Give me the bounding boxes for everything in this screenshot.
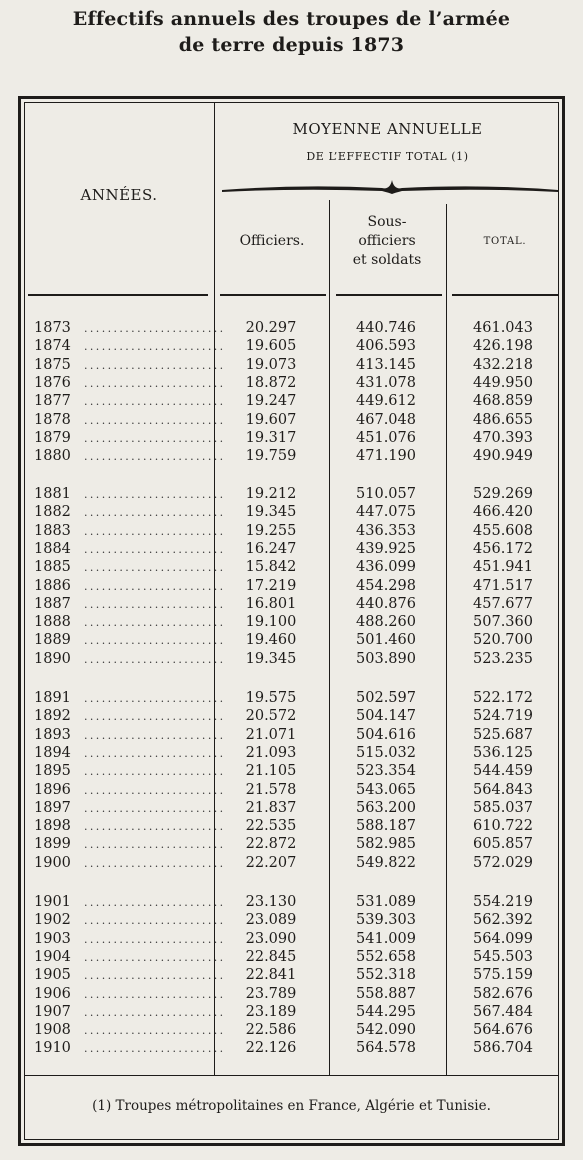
sous-officiers-cell: 503.890 <box>356 650 416 667</box>
officiers-cell: 19.345 <box>245 504 297 521</box>
year-cell: 1884 <box>34 540 71 557</box>
year-cell: 1898 <box>34 818 71 835</box>
total-cell: 605.857 <box>473 836 533 853</box>
sous-officiers-cell: 406.593 <box>356 338 416 355</box>
year-cell: 1889 <box>34 632 71 649</box>
table-row <box>0 689 583 708</box>
total-cell: 461.043 <box>473 320 533 336</box>
sous-officiers-cell: 542.090 <box>356 1022 416 1039</box>
total-cell: 586.704 <box>473 1040 533 1057</box>
leader-dots: ........................ <box>84 395 226 409</box>
officiers-cell: 23.090 <box>245 930 297 947</box>
officiers-cell: 19.759 <box>245 448 297 465</box>
year-cell: 1896 <box>34 781 71 798</box>
table-row <box>0 966 583 985</box>
year-cell: 1900 <box>34 854 71 871</box>
total-cell: 525.687 <box>473 726 533 743</box>
sous-officiers-cell: 552.658 <box>356 948 416 965</box>
officiers-cell: 20.297 <box>245 320 297 336</box>
header-sous-line-2: officiers <box>358 233 416 249</box>
total-cell: 564.676 <box>473 1022 533 1039</box>
year-cell: 1874 <box>34 338 71 355</box>
total-cell: 520.700 <box>473 632 533 649</box>
table-row <box>0 799 583 818</box>
sous-officiers-cell: 582.985 <box>356 836 416 853</box>
officiers-cell: 22.207 <box>245 854 297 871</box>
year-cell: 1880 <box>34 448 71 465</box>
officiers-cell: 19.605 <box>245 338 297 355</box>
page-title <box>0 6 583 58</box>
total-cell: 575.159 <box>473 967 533 984</box>
sous-officiers-cell: 543.065 <box>356 781 416 798</box>
total-cell: 562.392 <box>473 912 533 929</box>
sous-officiers-cell: 558.887 <box>356 985 416 1002</box>
sous-officiers-cell: 436.099 <box>356 559 416 576</box>
table-row <box>0 817 583 836</box>
leader-dots: ........................ <box>84 932 226 946</box>
year-cell: 1876 <box>34 374 71 391</box>
officiers-cell: 19.212 <box>245 486 297 502</box>
leader-dots: ........................ <box>84 765 226 779</box>
header-rule-officiers <box>220 294 326 296</box>
table-row <box>0 374 583 393</box>
officiers-cell: 22.841 <box>245 967 297 984</box>
year-cell: 1895 <box>34 763 71 780</box>
total-cell: 545.503 <box>473 948 533 965</box>
total-cell: 466.420 <box>473 504 533 521</box>
header-de-effectif: DE L’EFFECTIF TOTAL (1) <box>306 150 469 163</box>
officiers-cell: 16.247 <box>245 540 297 557</box>
leader-dots: ........................ <box>84 801 226 815</box>
total-cell: 456.172 <box>473 540 533 557</box>
header-rule-years <box>28 294 208 296</box>
year-cell: 1905 <box>34 967 71 984</box>
officiers-cell: 22.872 <box>245 836 297 853</box>
sous-officiers-cell: 447.075 <box>356 504 416 521</box>
sous-officiers-cell: 451.076 <box>356 429 416 446</box>
leader-dots: ........................ <box>84 856 226 870</box>
leader-dots: ........................ <box>84 431 226 445</box>
table-row <box>0 522 583 541</box>
header-sous-line-1: Sous- <box>367 214 407 230</box>
leader-dots: ........................ <box>84 542 226 556</box>
footnote: (1) Troupes métropolitaines en France, Algérie et Tunisie. <box>92 1098 491 1114</box>
year-cell: 1892 <box>34 708 71 725</box>
total-cell: 507.360 <box>473 614 533 631</box>
total-cell: 426.198 <box>473 338 533 355</box>
year-cell: 1875 <box>34 356 71 373</box>
header-rule-sous <box>336 294 442 296</box>
leader-dots: ........................ <box>84 322 226 335</box>
sous-officiers-cell: 440.746 <box>356 320 416 336</box>
sous-officiers-cell: 449.612 <box>356 393 416 410</box>
total-cell: 490.949 <box>473 448 533 465</box>
officiers-cell: 19.255 <box>245 522 297 539</box>
total-cell: 536.125 <box>473 744 533 761</box>
table-row <box>0 319 583 338</box>
table-row <box>0 707 583 726</box>
total-cell: 486.655 <box>473 411 533 428</box>
officiers-cell: 19.460 <box>245 632 297 649</box>
sous-officiers-cell: 563.200 <box>356 799 416 816</box>
leader-dots: ........................ <box>84 340 226 354</box>
table-row <box>0 781 583 800</box>
total-cell: 585.037 <box>473 799 533 816</box>
leader-dots: ........................ <box>84 376 226 390</box>
table-row <box>0 577 583 596</box>
officiers-cell: 19.575 <box>245 690 297 706</box>
leader-dots: ........................ <box>84 987 226 1001</box>
officiers-cell: 21.105 <box>245 763 297 780</box>
table-row <box>0 835 583 854</box>
table-row <box>0 744 583 763</box>
table-row <box>0 948 583 967</box>
total-cell: 610.722 <box>473 818 533 835</box>
footnote-rule <box>24 1075 559 1076</box>
header-annees: ANNÉES. <box>80 186 158 204</box>
officiers-cell: 22.845 <box>245 948 297 965</box>
leader-dots: ........................ <box>84 746 226 760</box>
year-cell: 1894 <box>34 744 71 761</box>
leader-dots: ........................ <box>84 1005 226 1019</box>
table-row <box>0 631 583 650</box>
officiers-cell: 15.842 <box>245 559 297 576</box>
leader-dots: ........................ <box>84 783 226 797</box>
total-cell: 457.677 <box>473 595 533 612</box>
year-cell: 1885 <box>34 559 71 576</box>
leader-dots: ........................ <box>84 950 226 964</box>
total-cell: 582.676 <box>473 985 533 1002</box>
table-row <box>0 595 583 614</box>
sous-officiers-cell: 431.078 <box>356 374 416 391</box>
year-cell: 1888 <box>34 614 71 631</box>
total-cell: 524.719 <box>473 708 533 725</box>
sous-officiers-cell: 504.147 <box>356 708 416 725</box>
total-cell: 432.218 <box>473 356 533 373</box>
officiers-cell: 21.071 <box>245 726 297 743</box>
sous-officiers-cell: 454.298 <box>356 577 416 594</box>
year-cell: 1908 <box>34 1022 71 1039</box>
table-row <box>0 447 583 466</box>
title-line-2: de terre depuis 1873 <box>178 34 405 56</box>
table-row <box>0 1039 583 1058</box>
table-row <box>0 930 583 949</box>
officiers-cell: 19.607 <box>245 411 297 428</box>
sous-officiers-cell: 501.460 <box>356 632 416 649</box>
header-moyenne: MOYENNE ANNUELLE <box>292 120 483 138</box>
officiers-cell: 23.789 <box>245 985 297 1002</box>
sous-officiers-cell: 541.009 <box>356 930 416 947</box>
table-row <box>0 893 583 912</box>
year-cell: 1910 <box>34 1040 71 1057</box>
leader-dots: ........................ <box>84 597 226 611</box>
table-row <box>0 429 583 448</box>
officiers-cell: 18.872 <box>245 374 297 391</box>
sous-officiers-cell: 488.260 <box>356 614 416 631</box>
total-cell: 471.517 <box>473 577 533 594</box>
total-cell: 468.859 <box>473 393 533 410</box>
sous-officiers-cell: 504.616 <box>356 726 416 743</box>
table-row <box>0 485 583 504</box>
sous-officiers-cell: 588.187 <box>356 818 416 835</box>
officiers-cell: 19.100 <box>245 614 297 631</box>
year-cell: 1899 <box>34 836 71 853</box>
table-row <box>0 392 583 411</box>
header-sous-officiers <box>334 213 440 270</box>
leader-dots: ........................ <box>84 358 226 372</box>
table-row <box>0 854 583 873</box>
officiers-cell: 19.247 <box>245 393 297 410</box>
leader-dots: ........................ <box>84 710 226 724</box>
sous-officiers-cell: 439.925 <box>356 540 416 557</box>
sous-officiers-cell: 531.089 <box>356 894 416 910</box>
year-cell: 1902 <box>34 912 71 929</box>
sous-officiers-cell: 471.190 <box>356 448 416 465</box>
year-cell: 1887 <box>34 595 71 612</box>
leader-dots: ........................ <box>84 561 226 575</box>
leader-dots: ........................ <box>84 652 226 666</box>
year-cell: 1877 <box>34 393 71 410</box>
header-total: TOTAL. <box>483 236 527 247</box>
table-row <box>0 337 583 356</box>
leader-dots: ........................ <box>84 914 226 928</box>
total-cell: 564.099 <box>473 930 533 947</box>
leader-dots: ........................ <box>84 634 226 648</box>
leader-dots: ........................ <box>84 820 226 834</box>
table-row <box>0 503 583 522</box>
header-officiers: Officiers. <box>239 233 305 249</box>
year-cell: 1907 <box>34 1003 71 1020</box>
year-cell: 1883 <box>34 522 71 539</box>
officiers-cell: 21.578 <box>245 781 297 798</box>
total-cell: 523.235 <box>473 650 533 667</box>
officiers-cell: 21.093 <box>245 744 297 761</box>
sous-officiers-cell: 544.295 <box>356 1003 416 1020</box>
leader-dots: ........................ <box>84 838 226 852</box>
officiers-cell: 22.535 <box>245 818 297 835</box>
leader-dots: ........................ <box>84 579 226 593</box>
officiers-cell: 23.189 <box>245 1003 297 1020</box>
year-cell: 1903 <box>34 930 71 947</box>
year-cell: 1906 <box>34 985 71 1002</box>
table-row <box>0 726 583 745</box>
leader-dots: ........................ <box>84 969 226 983</box>
total-cell: 567.484 <box>473 1003 533 1020</box>
leader-dots: ........................ <box>84 506 226 520</box>
total-cell: 455.608 <box>473 522 533 539</box>
leader-dots: ........................ <box>84 488 226 501</box>
total-cell: 544.459 <box>473 763 533 780</box>
sous-officiers-cell: 502.597 <box>356 690 416 706</box>
leader-dots: ........................ <box>84 1042 226 1056</box>
year-cell: 1891 <box>34 690 71 706</box>
sous-officiers-cell: 515.032 <box>356 744 416 761</box>
total-cell: 564.843 <box>473 781 533 798</box>
table-row <box>0 911 583 930</box>
table-row <box>0 411 583 430</box>
year-cell: 1873 <box>34 320 71 336</box>
total-cell: 449.950 <box>473 374 533 391</box>
sous-officiers-cell: 564.578 <box>356 1040 416 1057</box>
sous-officiers-cell: 510.057 <box>356 486 416 502</box>
sous-officiers-cell: 549.822 <box>356 854 416 871</box>
officiers-cell: 16.801 <box>245 595 297 612</box>
table-row <box>0 540 583 559</box>
year-cell: 1881 <box>34 486 71 502</box>
table-row <box>0 613 583 632</box>
officiers-cell: 19.317 <box>245 429 297 446</box>
leader-dots: ........................ <box>84 413 226 427</box>
year-cell: 1890 <box>34 650 71 667</box>
table-row <box>0 650 583 669</box>
year-cell: 1897 <box>34 799 71 816</box>
table-row <box>0 1021 583 1040</box>
leader-dots: ........................ <box>84 896 226 909</box>
total-cell: 529.269 <box>473 486 533 502</box>
header-rule-total <box>452 294 558 296</box>
sous-officiers-cell: 467.048 <box>356 411 416 428</box>
year-cell: 1893 <box>34 726 71 743</box>
total-cell: 554.219 <box>473 894 533 910</box>
sous-officiers-cell: 413.145 <box>356 356 416 373</box>
header-sous-line-3: et soldats <box>352 252 422 268</box>
leader-dots: ........................ <box>84 1024 226 1038</box>
year-cell: 1886 <box>34 577 71 594</box>
officiers-cell: 17.219 <box>245 577 297 594</box>
officiers-cell: 21.837 <box>245 799 297 816</box>
leader-dots: ........................ <box>84 692 226 705</box>
table-row <box>0 356 583 375</box>
total-cell: 451.941 <box>473 559 533 576</box>
officiers-cell: 20.572 <box>245 708 297 725</box>
officiers-cell: 23.089 <box>245 912 297 929</box>
sous-officiers-cell: 539.303 <box>356 912 416 929</box>
sous-officiers-cell: 552.318 <box>356 967 416 984</box>
sous-officiers-cell: 440.876 <box>356 595 416 612</box>
leader-dots: ........................ <box>84 450 226 464</box>
header-brace <box>222 178 558 200</box>
sous-officiers-cell: 436.353 <box>356 522 416 539</box>
table-row <box>0 762 583 781</box>
table-row <box>0 1003 583 1022</box>
leader-dots: ........................ <box>84 524 226 538</box>
table-row <box>0 985 583 1004</box>
officiers-cell: 19.345 <box>245 650 297 667</box>
total-cell: 572.029 <box>473 854 533 871</box>
officiers-cell: 19.073 <box>245 356 297 373</box>
leader-dots: ........................ <box>84 616 226 630</box>
sous-officiers-cell: 523.354 <box>356 763 416 780</box>
year-cell: 1879 <box>34 429 71 446</box>
officiers-cell: 22.586 <box>245 1022 297 1039</box>
officiers-cell: 22.126 <box>245 1040 297 1057</box>
total-cell: 522.172 <box>473 690 533 706</box>
officiers-cell: 23.130 <box>245 894 297 910</box>
year-cell: 1904 <box>34 948 71 965</box>
title-line-1: Effectifs annuels des troupes de l’armée <box>72 8 511 30</box>
leader-dots: ........................ <box>84 728 226 742</box>
year-cell: 1878 <box>34 411 71 428</box>
total-cell: 470.393 <box>473 429 533 446</box>
year-cell: 1882 <box>34 504 71 521</box>
year-cell: 1901 <box>34 894 71 910</box>
table-row <box>0 558 583 577</box>
